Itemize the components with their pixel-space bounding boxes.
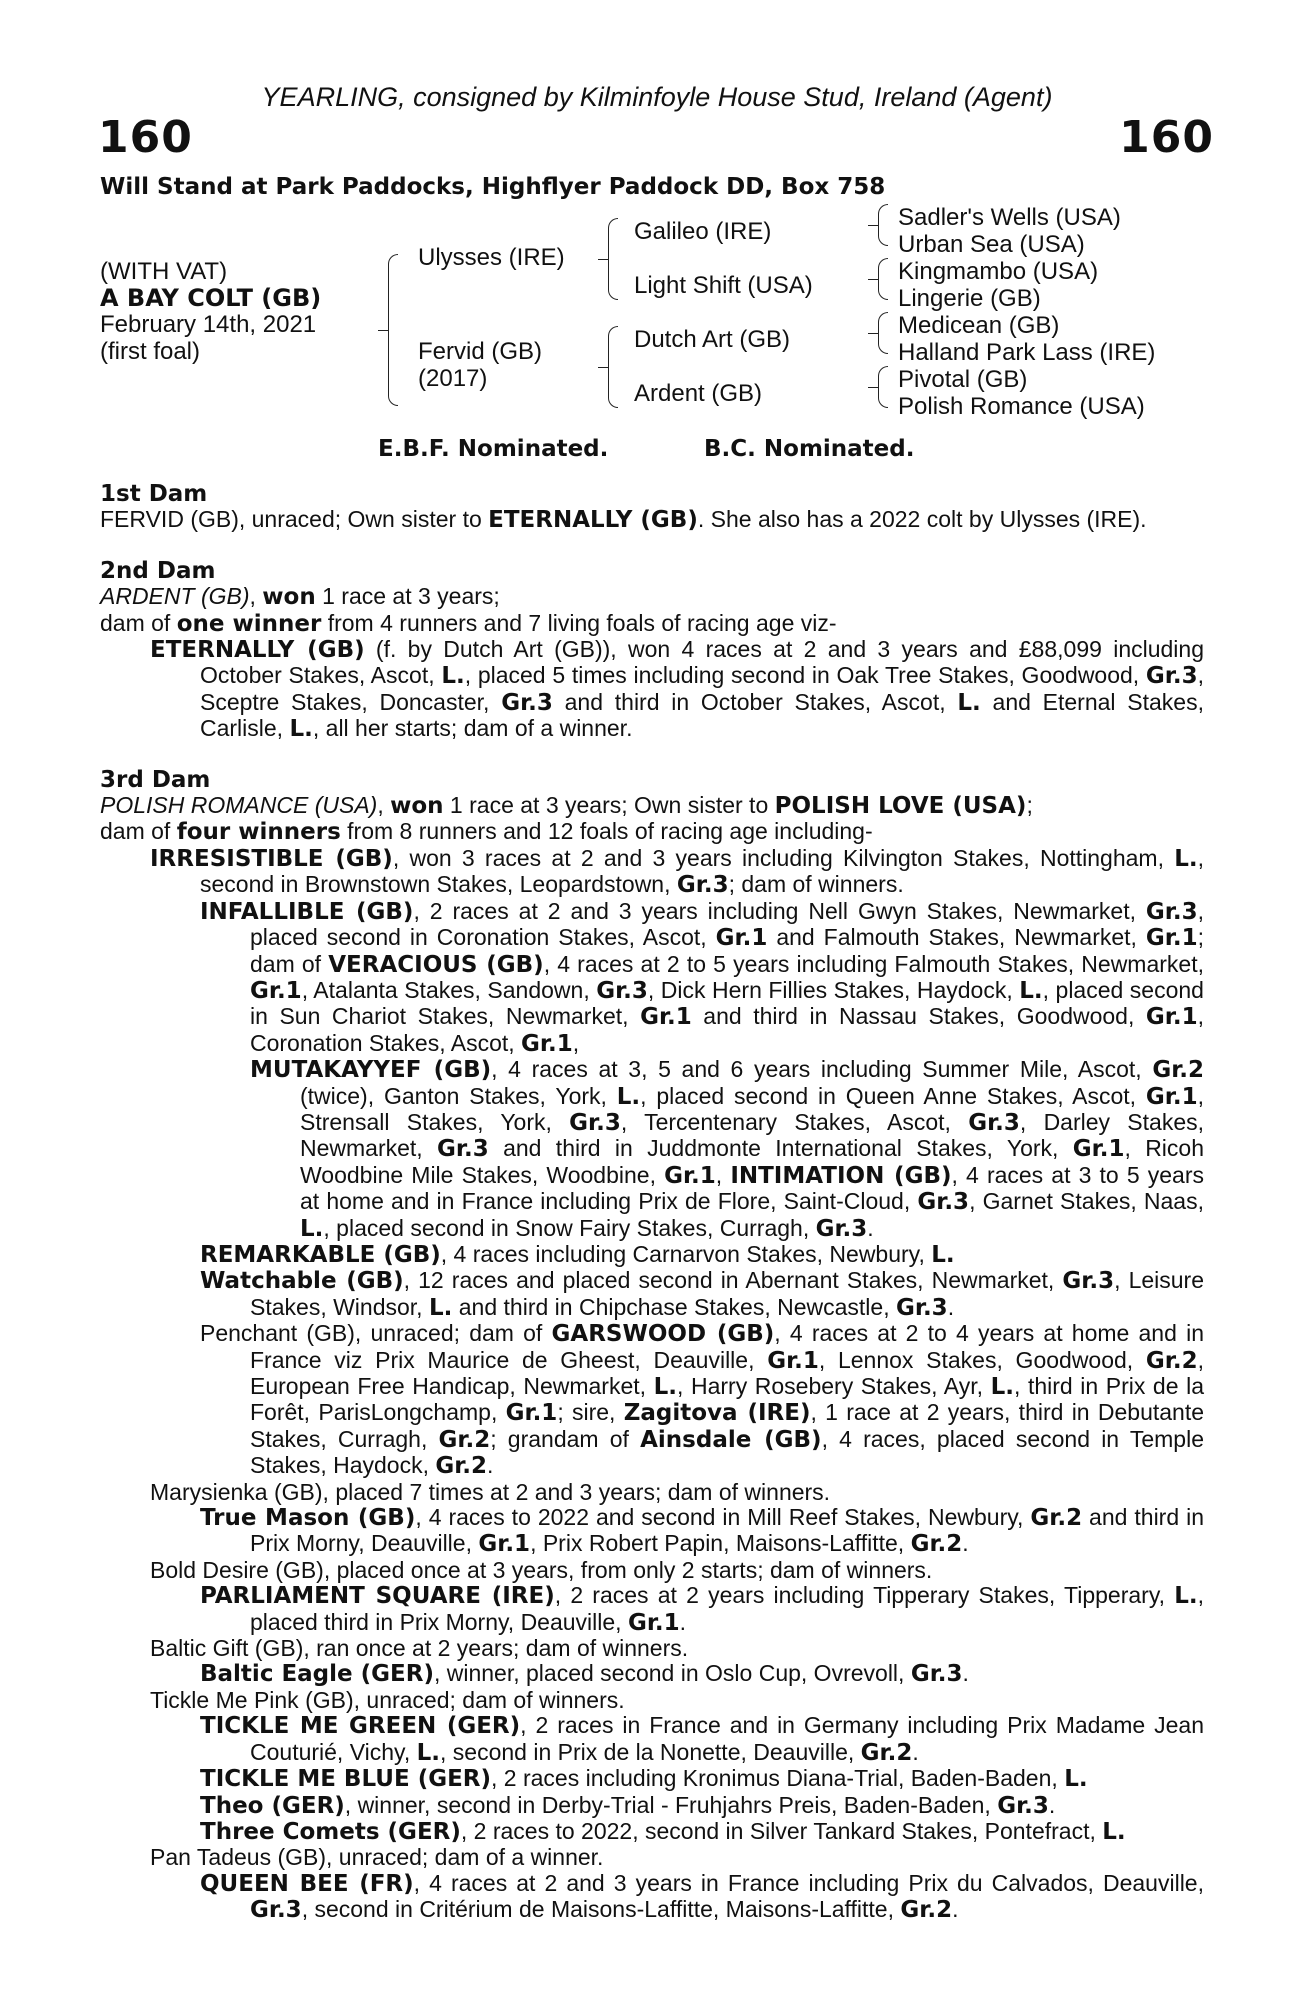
produce-remarkable: REMARKABLE (GB), 4 races including Carnarvon Stakes, Newbury, L. xyxy=(200,1240,955,1268)
produce-pan-tadeus: Pan Tadeus (GB), unraced; dam of a winner. xyxy=(150,1844,604,1871)
horse-dob: February 14th, 2021 xyxy=(100,311,317,338)
sire-name: Ulysses (IRE) xyxy=(418,244,565,271)
brace-dam xyxy=(608,326,618,408)
stand-location: Will Stand at Park Paddocks, Highflyer Paddock DD, Box 758 xyxy=(100,174,886,200)
vat-note: (WITH VAT) xyxy=(100,258,228,285)
bc-nomination: B.C. Nominated. xyxy=(704,436,915,462)
consignor-line: YEARLING, consigned by Kilminfoyle House Stud, Ireland (Agent) xyxy=(261,82,1053,112)
produce-true-mason: True Mason (GB), 4 races to 2022 and second in Mill Reef Stakes, Newbury, Gr.2 and third in Prix Morny, Deauville, Gr.1, Prix Robert Papin, Maisons-Laffitte, Gr.2. xyxy=(200,1504,1204,1558)
third-dam-produce: dam of four winners from 8 runners and 12 foals of racing age including- xyxy=(100,818,873,846)
ggp-2: Urban Sea (USA) xyxy=(898,231,1085,258)
third-dam-heading: 3rd Dam xyxy=(100,766,211,793)
ggp-8: Polish Romance (USA) xyxy=(898,393,1145,420)
produce-baltic-eagle: Baltic Eagle (GER), winner, placed second in Oslo Cup, Ovrevoll, Gr.3. xyxy=(200,1660,969,1688)
sire-sire: Galileo (IRE) xyxy=(634,218,772,245)
dam-sire: Dutch Art (GB) xyxy=(634,326,791,353)
ggp-7: Pivotal (GB) xyxy=(898,366,1028,393)
produce-mutakayyef: MUTAKAYYEF (GB), 4 races at 3, 5 and 6 years including Summer Mile, Ascot, Gr.2 (twice), Ganton Stakes, York, L., placed second in Queen Anne Stakes, Ascot, Gr.1, Strensall Stakes, York, Gr.3, Tercentenary Stakes, Ascot, Gr.3, Darley Stakes, Newmarket, Gr.3 and third in Juddmonte International Stakes, York, Gr.1, Ricoh Woodbine Mile Stakes, Woodbine, Gr.1, INTIMATION (GB), 4 races at 3 to 5 years at home and in France including Prix de Flore, Saint-Cloud, Gr.3, Garnet Stakes, Naas, L., placed second in Snow Fairy Stakes, Curragh, Gr.3. xyxy=(250,1056,1205,1242)
brace-ggp-2 xyxy=(878,258,888,300)
produce-irresistible: IRRESISTIBLE (GB), won 3 races at 2 and 3 years including Kilvington Stakes, Nottingham, L., second in Brownstown Stakes, Leopardstown, Gr.3; dam of winners. xyxy=(150,844,1205,899)
ebf-nomination: E.B.F. Nominated. xyxy=(378,436,609,462)
produce-eternally: ETERNALLY (GB) (f. by Dutch Art (GB)), won 4 races at 2 and 3 years and £88,099 including October Stakes, Ascot, L., placed 5 times including second in Oak Tree Stakes, Goodwood, Gr.3, Sceptre Stakes, Doncaster, Gr.3 and third in October Stakes, Ascot, L. and Eternal Stakes, Carlisle, L., all her starts; dam of a winner. xyxy=(150,636,1205,743)
brace-main xyxy=(388,254,398,406)
ggp-6: Halland Park Lass (IRE) xyxy=(898,339,1156,366)
produce-tickle-me-green: TICKLE ME GREEN (GER), 2 races in France and in Germany including Prix Madame Jean Couturié, Vichy, L., second in Prix de la Nonette, Deauville, Gr.2. xyxy=(200,1712,1204,1766)
lot-number-right: 160 xyxy=(1119,112,1214,163)
second-dam-heading: 2nd Dam xyxy=(100,557,216,584)
produce-tickle-me-pink: Tickle Me Pink (GB), unraced; dam of winners. xyxy=(150,1686,625,1713)
sire-dam: Light Shift (USA) xyxy=(634,272,813,299)
ggp-5: Medicean (GB) xyxy=(898,312,1060,339)
brace-ggp-1 xyxy=(878,204,888,246)
first-dam-heading: 1st Dam xyxy=(100,481,208,507)
produce-three-comets: Three Comets (GER), 2 races to 2022, second in Silver Tankard Stakes, Pontefract, L. xyxy=(200,1817,1126,1845)
brace-ggp-4 xyxy=(878,366,888,408)
produce-bold-desire: Bold Desire (GB), placed once at 3 years, from only 2 starts; dam of winners. xyxy=(150,1556,933,1583)
dam-name: Fervid (GB) xyxy=(418,338,543,365)
third-dam-entry: POLISH ROMANCE (USA), won 1 race at 3 years; Own sister to POLISH LOVE (USA); xyxy=(100,792,1033,820)
ggp-4: Lingerie (GB) xyxy=(898,285,1041,312)
ggp-1: Sadler's Wells (USA) xyxy=(898,204,1121,231)
dam-year: (2017) xyxy=(418,365,488,392)
brace-sire xyxy=(608,218,618,300)
dam-details xyxy=(100,482,1204,1924)
brace-ggp-3 xyxy=(878,312,888,354)
produce-baltic-gift: Baltic Gift (GB), ran once at 2 years; dam of winners. xyxy=(150,1635,689,1662)
foal-note: (first foal) xyxy=(100,338,201,365)
second-dam-entry: ARDENT (GB), won 1 race at 3 years; xyxy=(100,583,500,611)
produce-parliament-square: PARLIAMENT SQUARE (IRE), 2 races at 2 years including Tipperary Stakes, Tipperary, L., placed third in Prix Morny, Deauville, Gr.1. xyxy=(200,1582,1204,1636)
produce-watchable: Watchable (GB), 12 races and placed second in Abernant Stakes, Newmarket, Gr.3, Leisure Stakes, Windsor, L. and third in Chipchase Stakes, Newcastle, Gr.3. xyxy=(200,1267,1205,1321)
produce-tickle-me-blue: TICKLE ME BLUE (GER), 2 races including Kronimus Diana-Trial, Baden-Baden, L. xyxy=(200,1765,1088,1793)
second-dam-produce: dam of one winner from 4 runners and 7 living foals of racing age viz- xyxy=(100,609,837,637)
produce-marysienka: Marysienka (GB), placed 7 times at 2 and 3 years; dam of winners. xyxy=(150,1478,831,1505)
first-dam-entry: FERVID (GB), unraced; Own sister to ETERNALLY (GB). She also has a 2022 colt by Ulysses (IRE). xyxy=(100,506,1147,534)
dam-dam: Ardent (GB) xyxy=(634,380,763,407)
ggp-3: Kingmambo (USA) xyxy=(898,258,1099,285)
produce-infallible: INFALLIBLE (GB), 2 races at 2 and 3 years including Nell Gwyn Stakes, Newmarket, Gr.3, placed second in Coronation Stakes, Ascot, Gr.1 and Falmouth Stakes, Newmarket, Gr.1; dam of VERACIOUS (GB), 4 races at 2 to 5 years including Falmouth Stakes, Newmarket, Gr.1, Atalanta Stakes, Sandown, Gr.3, Dick Hern Fillies Stakes, Haydock, L., placed second in Sun Chariot Stakes, Newmarket, Gr.1 and third in Nassau Stakes, Goodwood, Gr.1, Coronation Stakes, Ascot, Gr.1, xyxy=(200,897,1204,1057)
lot-number-left: 160 xyxy=(98,112,193,163)
produce-queen-bee: QUEEN BEE (FR), 4 races at 2 and 3 years in France including Prix du Calvados, Deauville, Gr.3, second in Critérium de Maisons-Laffitte, Maisons-Laffitte, Gr.2. xyxy=(200,1869,1204,1924)
produce-theo: Theo (GER), winner, second in Derby-Trial - Fruhjahrs Preis, Baden-Baden, Gr.3. xyxy=(200,1791,1056,1819)
produce-penchant: Penchant (GB), unraced; dam of GARSWOOD (GB), 4 races at 2 to 4 years at home and in France viz Prix Maurice de Gheest, Deauville, Gr.1, Lennox Stakes, Goodwood, Gr.2, European Free Handicap, Newmarket, L., Harry Rosebery Stakes, Ayr, L., third in Prix de la Forêt, ParisLongchamp, Gr.1; sire, Zagitova (IRE), 1 race at 2 years, third in Debutante Stakes, Curragh, Gr.2; grandam of Ainsdale (GB), 4 races, placed second in Temple Stakes, Haydock, Gr.2. xyxy=(200,1320,1205,1480)
horse-name: A BAY COLT (GB) xyxy=(100,284,322,312)
